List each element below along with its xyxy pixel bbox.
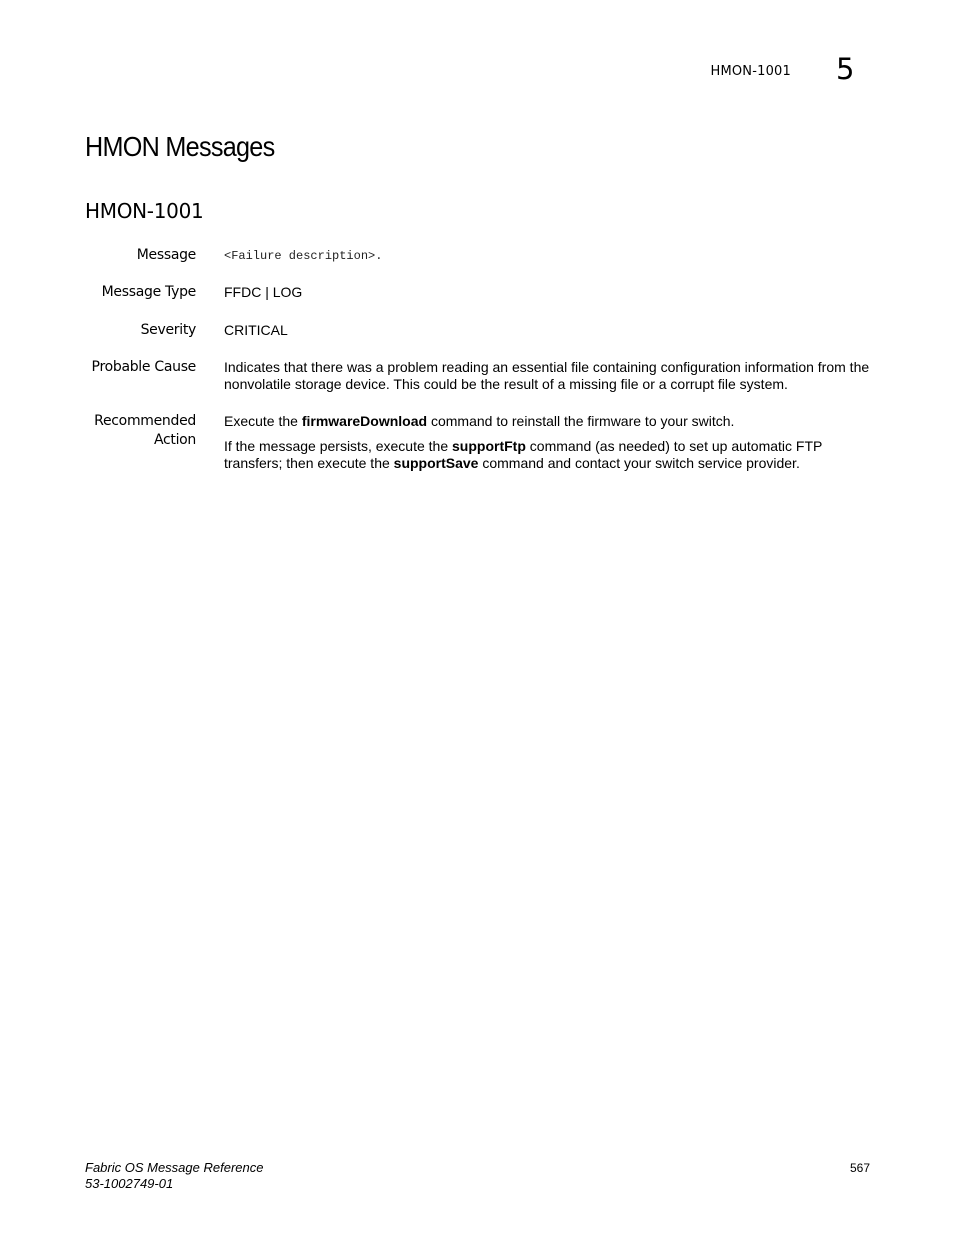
message-label: Message <box>136 247 196 263</box>
action-text: command and contact your switch service provider. <box>478 455 800 471</box>
footer-doc-title: Fabric OS Message Reference <box>85 1160 264 1175</box>
chapter-number: 5 <box>836 52 855 86</box>
command-name: supportFtp <box>452 438 526 454</box>
severity-value: CRITICAL <box>224 322 288 338</box>
severity-label: Severity <box>140 322 196 338</box>
message-type-value: FFDC | LOG <box>224 284 303 300</box>
action-paragraph-1 <box>224 413 874 430</box>
action-text: command (as needed) to set up automatic FTP transfers; then execute the <box>224 438 823 471</box>
running-head: HMON-1001 <box>710 64 791 79</box>
action-text: command to reinstall the firmware to your switch. <box>427 413 735 429</box>
footer-document-info <box>85 1160 263 1192</box>
footer-doc-number: 53-1002749-01 <box>85 1176 174 1191</box>
action-paragraph-2 <box>224 438 874 472</box>
footer-page-number: 567 <box>849 1161 870 1175</box>
recommended-action-label-line2: Action <box>153 432 196 448</box>
recommended-action-value <box>224 413 874 480</box>
message-value: <Failure description>. <box>224 249 383 263</box>
message-type-label: Message Type <box>101 284 196 300</box>
probable-cause-label: Probable Cause <box>91 359 196 375</box>
action-text: Execute the <box>224 413 302 429</box>
probable-cause-value: Indicates that there was a problem reading an essential file containing configuration information from the nonvolatile storage device. This could be the result of a missing file or a corrupt file system. <box>224 359 870 392</box>
action-text: If the message persists, execute the <box>224 438 453 454</box>
recommended-action-label <box>94 412 196 450</box>
section-title: HMON-1001 <box>85 199 204 223</box>
recommended-action-label-line1: Recommended <box>94 413 196 429</box>
command-name: supportSave <box>393 455 479 471</box>
command-name: firmwareDownload <box>301 413 428 429</box>
page-title: HMON Messages <box>85 131 275 162</box>
